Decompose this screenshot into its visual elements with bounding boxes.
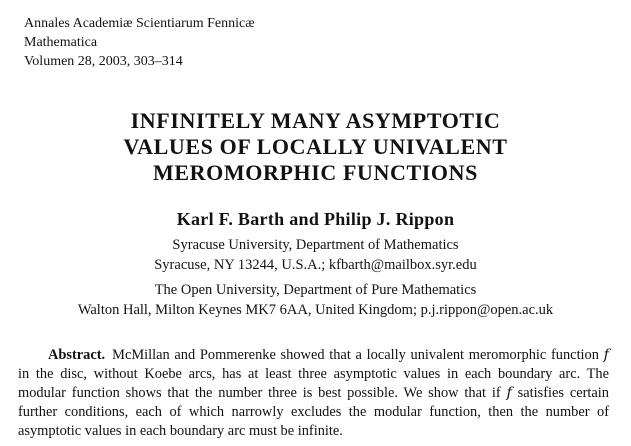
abstract-text-1: McMillan and Pommerenke showed that a locally univalent meromorphic function: [112, 347, 604, 363]
abstract-label: Abstract.: [48, 347, 106, 363]
journal-series: Mathematica: [24, 35, 98, 50]
affiliation-author1: [0, 235, 631, 275]
math-f-symbol: f: [506, 385, 512, 401]
affiliation-author2-address-email: Walton Hall, Milton Keynes MK7 6AA, United Kingdom; p.j.rippon@open.ac.uk: [77, 302, 554, 318]
abstract-text-3: satisfies certain further conditions, each of which narrowly excludes the modular function, then the number of asymptotic values in each boundary arc must be infinite.: [18, 385, 609, 439]
math-f-symbol: f: [603, 347, 609, 363]
journal-header: [24, 14, 631, 71]
affiliation-author2-institution: The Open University, Department of Pure Mathematics: [154, 282, 477, 298]
paper-title-line-3: MEROMORPHIC FUNCTIONS: [153, 160, 478, 185]
authors-line: Karl F. Barth and Philip J. Rippon: [176, 209, 455, 229]
journal-name: Annales Academiæ Scientiarum Fennicæ: [24, 16, 255, 31]
paper-title-line-2: VALUES OF LOCALLY UNIVALENT: [123, 134, 508, 159]
journal-volume-pages: Volumen 28, 2003, 303–314: [24, 54, 183, 69]
affiliation-author2: [0, 280, 631, 320]
abstract-paragraph: [18, 346, 609, 441]
paper-title: [0, 108, 631, 186]
affiliation-author1-address-email: Syracuse, NY 13244, U.S.A.; kfbarth@mailbox.syr.edu: [154, 257, 477, 273]
abstract-text-2: in the disc, without Koebe arcs, has at least three asymptotic values in each boundary arc. The modular function shows that the number three is best possible. We show that if: [18, 366, 609, 401]
paper-title-line-1: INFINITELY MANY ASYMPTOTIC: [130, 108, 501, 133]
affiliation-author1-institution: Syracuse University, Department of Mathematics: [172, 237, 459, 253]
